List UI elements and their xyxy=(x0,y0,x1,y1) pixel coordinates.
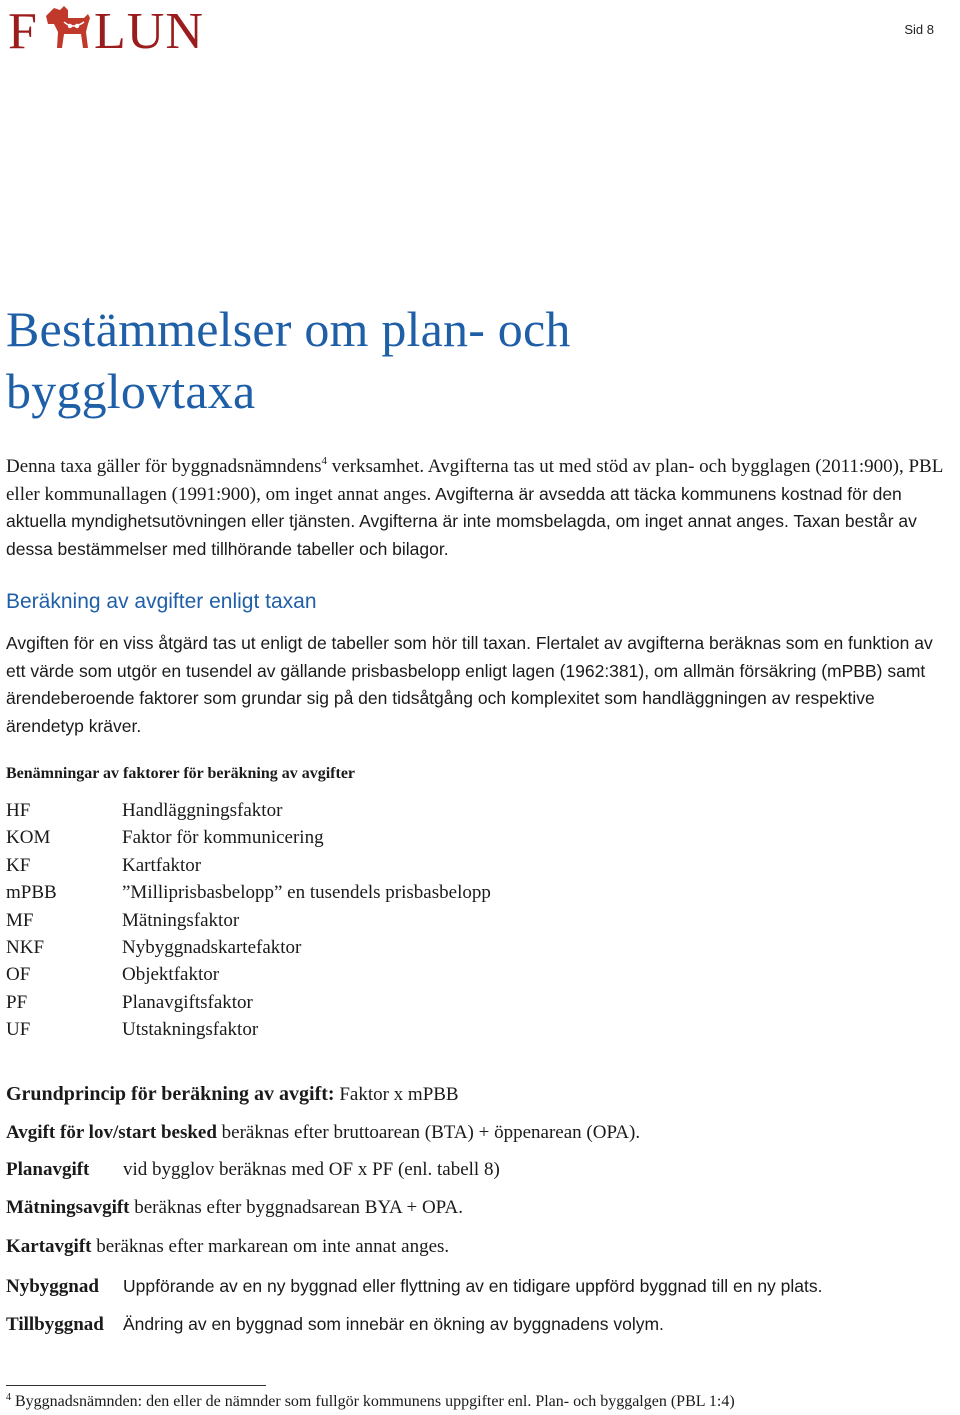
factor-desc: Mätningsfaktor xyxy=(122,909,240,931)
title-line-1: Bestämmelser om plan- och xyxy=(6,301,571,357)
factor-desc: Utstakningsfaktor xyxy=(122,1019,259,1041)
rule-label: Avgift för lov/start besked xyxy=(6,1122,217,1143)
factor-row xyxy=(6,1016,706,1043)
section-heading: Beräkning av avgifter enligt taxan xyxy=(6,590,317,613)
factor-row xyxy=(6,961,706,988)
rule-label: Mätningsavgift xyxy=(6,1197,130,1218)
footnote-ref: 4 xyxy=(321,455,328,467)
rule-text: vid bygglov beräknas med OF x PF (enl. tabell 8) xyxy=(123,1159,500,1180)
rule-tillbyggnad xyxy=(6,1314,664,1336)
svg-text:F: F xyxy=(8,3,37,56)
factor-abbr: PF xyxy=(6,991,28,1013)
intro-text-c: Avgifterna är avsedda att täcka kommunens kostnad för den aktuella myndighetsutövningen eller tjänsten. Avgifterna är inte momsbelagda, om inget annat anges. Taxan består av dessa bestämmelser med tillhörande tabeller och bilagor. xyxy=(6,483,917,559)
rule-text: beräknas efter bruttoarean (BTA) + öppenarean (OPA). xyxy=(216,1122,641,1143)
factor-row xyxy=(6,797,706,824)
rule-nybyggnad xyxy=(6,1276,823,1298)
svg-text:LUN: LUN xyxy=(94,3,204,56)
factor-row xyxy=(6,989,706,1016)
factor-abbr: UF xyxy=(6,1019,31,1041)
intro-paragraph xyxy=(6,454,956,563)
intro-text-a: Denna taxa gäller för byggnadsnämndens xyxy=(6,456,322,477)
rule-text: Faktor x mPBB xyxy=(334,1084,459,1105)
factor-abbr: KF xyxy=(6,854,31,876)
factor-row xyxy=(6,907,706,934)
factor-abbr: HF xyxy=(6,800,31,821)
factor-row xyxy=(6,879,706,906)
footnote xyxy=(6,1393,735,1411)
rule-label: Planavgift xyxy=(6,1159,90,1180)
rule-matningsavgift xyxy=(6,1197,463,1219)
rule-label: Tillbyggnad xyxy=(6,1314,104,1335)
footnote-text: Byggnadsnämnden: den eller de nämnder som fullgör kommunens uppgifter enl. Plan- och byggalgen (PBL 1:4) xyxy=(11,1393,735,1410)
factor-abbr: KOM xyxy=(6,827,51,849)
factor-desc: Handläggningsfaktor xyxy=(122,800,283,821)
rule-text: Ändring av en byggnad som innebär en ökning av byggnadens volym. xyxy=(123,1314,664,1334)
rule-text: beräknas efter markarean om inte annat anges. xyxy=(91,1236,450,1257)
factors-list xyxy=(6,797,706,1044)
intro-text-b: verksamhet. Avgifterna tas ut med stöd av plan- och bygglagen (2011:900), PBL eller kommunallagen (1991:900), om inget annat anges. xyxy=(6,456,943,505)
rule-avgift-lov xyxy=(6,1122,640,1144)
factor-abbr: mPBB xyxy=(6,882,57,904)
section-body: Avgiften för en viss åtgärd tas ut enligt de tabeller som hör till taxan. Flertalet av avgifterna beräknas som en funktion av ett värde som utgör en tusendel av gällande prisbasbelopp enligt lagen (1962:381), om allmän försäkring (mPBB) samt ärendeberoende faktorer som grundar sig på den tidsåtgång och komplexitet som handläggningen av respektive ärendetyp kräver. xyxy=(6,633,933,736)
falun-logo xyxy=(6,2,256,56)
dala-horse-icon xyxy=(46,6,90,48)
factor-row xyxy=(6,934,706,961)
rule-grundprincip xyxy=(6,1083,459,1106)
page-number: Sid 8 xyxy=(904,22,934,37)
factor-desc: Nybyggnadskartefaktor xyxy=(122,936,302,958)
factor-desc: Planavgiftsfaktor xyxy=(122,991,253,1013)
factors-heading: Benämningar av faktorer för beräkning av avgifter xyxy=(6,765,356,782)
title-line-2: bygglovtaxa xyxy=(6,363,256,419)
rule-text: Uppförande av en ny byggnad eller flyttning av en tidigare uppförd byggnad till en ny plats. xyxy=(123,1276,823,1296)
factor-row xyxy=(6,824,706,851)
factor-desc: Kartfaktor xyxy=(122,854,202,876)
rule-planavgift xyxy=(6,1159,500,1181)
factor-abbr: NKF xyxy=(6,936,45,958)
footnote-number: 4 xyxy=(6,1392,11,1403)
factor-desc: Objektfaktor xyxy=(122,964,220,986)
factor-row xyxy=(6,852,706,879)
rule-label: Grundprincip för beräkning av avgift: xyxy=(6,1083,335,1105)
factor-desc: Faktor för kommunicering xyxy=(122,827,324,849)
rule-text: beräknas efter byggnadsarean BYA + OPA. xyxy=(129,1197,463,1218)
factor-abbr: MF xyxy=(6,909,34,931)
rule-label: Nybyggnad xyxy=(6,1276,99,1297)
footnote-divider xyxy=(6,1385,266,1386)
rule-kartavgift xyxy=(6,1236,449,1258)
factor-abbr: OF xyxy=(6,964,31,986)
factor-desc: ”Milliprisbasbelopp” en tusendels prisbasbelopp xyxy=(122,882,491,904)
rule-label: Kartavgift xyxy=(6,1236,92,1257)
page-title xyxy=(6,298,571,422)
